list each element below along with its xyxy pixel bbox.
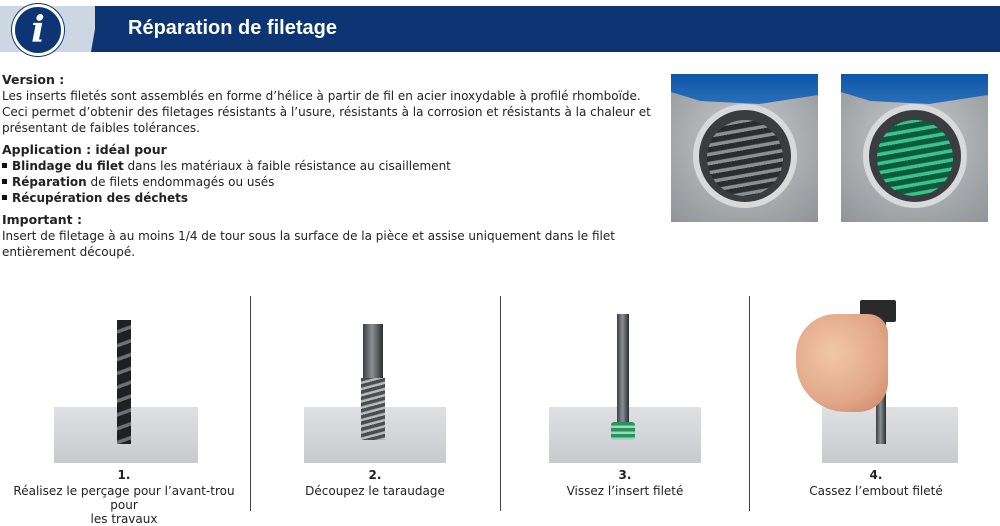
photo-background xyxy=(671,74,818,104)
application-heading: Application : idéal pour xyxy=(2,142,167,157)
step-break-tang xyxy=(752,296,1000,511)
bullet-bold-text: Récupération des déchets xyxy=(12,191,189,205)
bullet-square-icon xyxy=(2,163,7,168)
repaired-thread-photo xyxy=(841,74,988,222)
step-drill xyxy=(0,296,248,526)
description-block xyxy=(2,72,662,260)
version-line: Ceci permet d’obtenir des filetages résistants à l’usure, résistants à la corrosion et résistants à la chaleur et xyxy=(2,105,651,119)
hand xyxy=(796,314,888,412)
photo-background xyxy=(841,74,988,104)
version-line: Les inserts filetés sont assemblés en forme d’hélice à partir de fil en acier inoxydable à profilé rhomboïde. xyxy=(2,89,641,103)
step-insert xyxy=(501,296,749,511)
caption-line: Cassez l’embout fileté xyxy=(809,484,943,498)
version-heading: Version : xyxy=(2,72,65,87)
caption-line: Découpez le taraudage xyxy=(305,484,445,498)
bullet-text: dans les matériaux à faible résistance au cisaillement xyxy=(123,159,451,173)
application-bullet xyxy=(2,174,662,190)
important-heading: Important : xyxy=(2,212,83,227)
step-caption xyxy=(752,484,1000,498)
insert-tool-rod xyxy=(617,314,629,422)
thread-hole xyxy=(693,104,797,208)
bullet-bold-text: Réparation xyxy=(12,175,87,189)
step-caption xyxy=(501,484,749,498)
tap-shank xyxy=(363,324,383,378)
tap-threads xyxy=(361,378,385,440)
step-caption xyxy=(0,484,248,526)
page-title: Réparation de filetage xyxy=(128,17,337,39)
header-band xyxy=(0,0,1000,57)
important-line: entièrement découpé. xyxy=(2,245,136,259)
thread-grooves xyxy=(707,120,783,196)
bullet-text: de filets endommagés ou usés xyxy=(86,175,275,189)
step-number: 4. xyxy=(869,468,883,482)
step-number: 3. xyxy=(618,468,632,482)
thread-hole xyxy=(863,104,967,208)
important-line: Insert de filetage à au moins 1/4 de tour sous la surface de la pièce et assise uniquement dans le filet xyxy=(2,229,615,243)
application-bullet xyxy=(2,190,662,206)
bullet-square-icon xyxy=(2,195,7,200)
caption-line: Vissez l’insert fileté xyxy=(566,484,684,498)
damaged-thread-photo xyxy=(671,74,818,222)
drill-bit xyxy=(117,320,131,444)
step-number: 2. xyxy=(368,468,382,482)
caption-line: les travaux xyxy=(90,512,158,526)
step-tap xyxy=(251,296,499,511)
bullet-square-icon xyxy=(2,179,7,184)
thread-insert xyxy=(611,422,635,440)
step-divider xyxy=(749,296,750,511)
info-icon: i xyxy=(12,4,64,56)
step-number: 1. xyxy=(117,468,131,482)
application-bullet xyxy=(2,158,662,174)
version-line: présentant de faibles tolérances. xyxy=(2,121,200,135)
bullet-bold-text: Blindage du filet xyxy=(12,159,124,173)
step-caption xyxy=(251,484,499,498)
caption-line: Réalisez le perçage pour l’avant-trou pour xyxy=(13,484,235,512)
thread-insert-green xyxy=(877,120,953,196)
workpiece-surface xyxy=(822,407,958,463)
